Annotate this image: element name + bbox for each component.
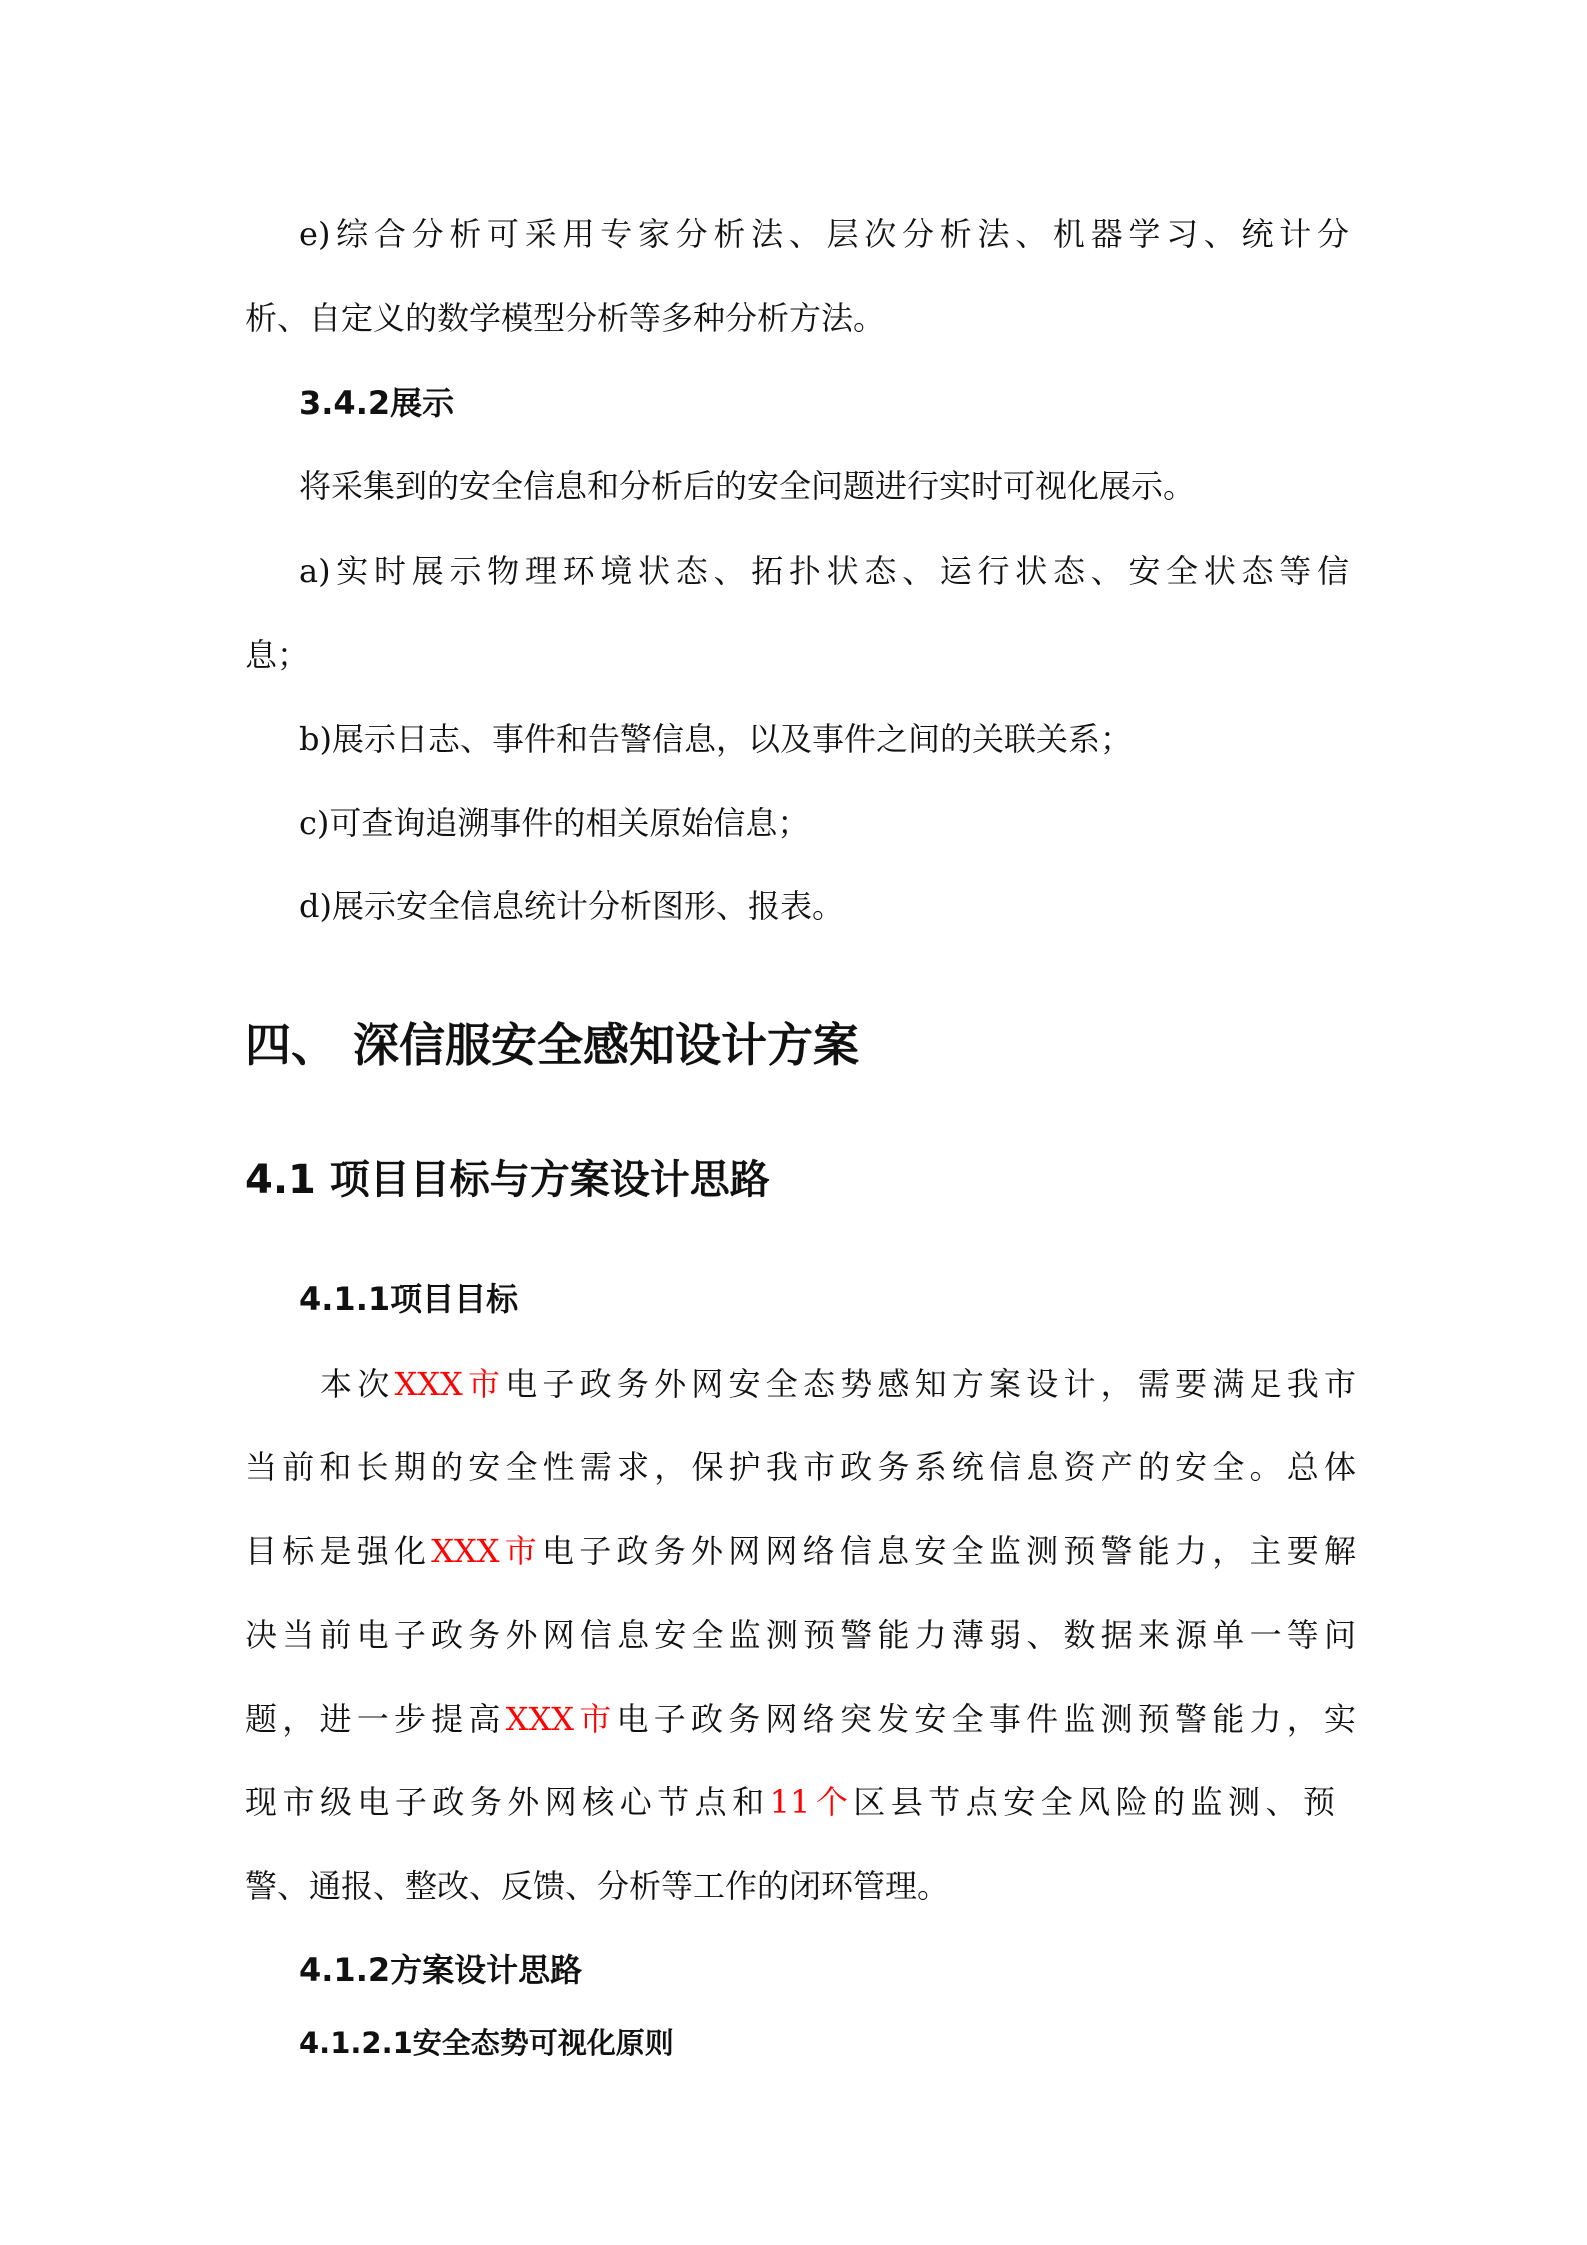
text-segment: a)实时展示物理环境状态、拓扑状态、运行状态、安全状态等信 bbox=[299, 552, 1349, 590]
text-segment: c)可查询追溯事件的相关原始信息； bbox=[299, 804, 810, 842]
paragraph-line bbox=[245, 1616, 1356, 1654]
text-segment: 电子政务网络突发安全事件监测预警能力，实 bbox=[616, 1700, 1356, 1738]
paragraph-line bbox=[245, 636, 310, 674]
paragraph-line bbox=[245, 1867, 950, 1905]
text-segment: 当前和长期的安全性需求，保护我市政务系统信息资产的安全。总体 bbox=[245, 1448, 1356, 1486]
text-segment: e)综合分析可采用专家分析法、层次分析法、机器学习、统计分 bbox=[299, 215, 1349, 253]
text-segment: b)展示日志、事件和告警信息，以及事件之间的关联关系； bbox=[299, 720, 1132, 758]
paragraph-line bbox=[299, 887, 844, 925]
text-segment: 题，进一步提高 bbox=[245, 1700, 506, 1738]
chapter-heading bbox=[245, 1018, 860, 1072]
text-segment: 4.1.1项目目标 bbox=[299, 1280, 519, 1318]
highlighted-text: 11个 bbox=[769, 1783, 854, 1821]
text-segment: 析、自定义的数学模型分析等多种分析方法。 bbox=[245, 299, 886, 337]
paragraph-line bbox=[245, 1448, 1356, 1486]
text-segment: 将采集到的安全信息和分析后的安全问题进行实时可视化展示。 bbox=[299, 467, 1196, 505]
text-segment: 目标是强化 bbox=[245, 1532, 432, 1570]
text-segment: 电子政务外网安全态势感知方案设计，需要满足我市 bbox=[505, 1365, 1356, 1403]
text-segment: 决当前电子政务外网信息安全监测预警能力薄弱、数据来源单一等问 bbox=[245, 1616, 1356, 1654]
highlighted-text: XXX市 bbox=[394, 1365, 506, 1403]
paragraph-line bbox=[245, 1700, 1356, 1738]
text-segment: 现市级电子政务外网核心节点和 bbox=[245, 1783, 770, 1821]
paragraph-line bbox=[245, 299, 886, 337]
text-segment: 4.1 项目目标与方案设计思路 bbox=[245, 1157, 770, 1203]
text-segment: 电子政务外网网络信息安全监测预警能力，主要解 bbox=[542, 1532, 1356, 1570]
paragraph-line bbox=[299, 467, 1196, 505]
text-segment: 4.1.2方案设计思路 bbox=[299, 1951, 583, 1989]
text-segment: 4.1.2.1安全态势可视化原则 bbox=[299, 2026, 674, 2060]
text-segment: 警、通报、整改、反馈、分析等工作的闭环管理。 bbox=[245, 1867, 950, 1905]
subsubsection-heading bbox=[299, 2026, 674, 2060]
section-heading bbox=[245, 1157, 770, 1203]
highlighted-text: XXX市 bbox=[505, 1700, 617, 1738]
paragraph-line bbox=[299, 720, 1132, 758]
highlighted-text: XXX市 bbox=[431, 1532, 543, 1570]
paragraph-line bbox=[245, 1532, 1356, 1570]
text-segment: 本次 bbox=[320, 1365, 395, 1403]
text-segment: 息； bbox=[245, 636, 310, 674]
text-segment: 3.4.2展示 bbox=[299, 384, 455, 422]
subsection-heading bbox=[299, 1951, 583, 1989]
text-segment: d)展示安全信息统计分析图形、报表。 bbox=[299, 887, 844, 925]
subsection-heading bbox=[299, 384, 455, 422]
text-segment: 区县节点安全风险的监测、预 bbox=[853, 1783, 1335, 1821]
subsection-heading bbox=[299, 1280, 519, 1318]
paragraph-line bbox=[299, 552, 1349, 590]
paragraph-line bbox=[299, 804, 810, 842]
text-segment: 四、 深信服安全感知设计方案 bbox=[245, 1018, 860, 1072]
paragraph-line bbox=[245, 1783, 1335, 1821]
paragraph-line bbox=[320, 1365, 1356, 1403]
paragraph-line bbox=[299, 215, 1349, 253]
